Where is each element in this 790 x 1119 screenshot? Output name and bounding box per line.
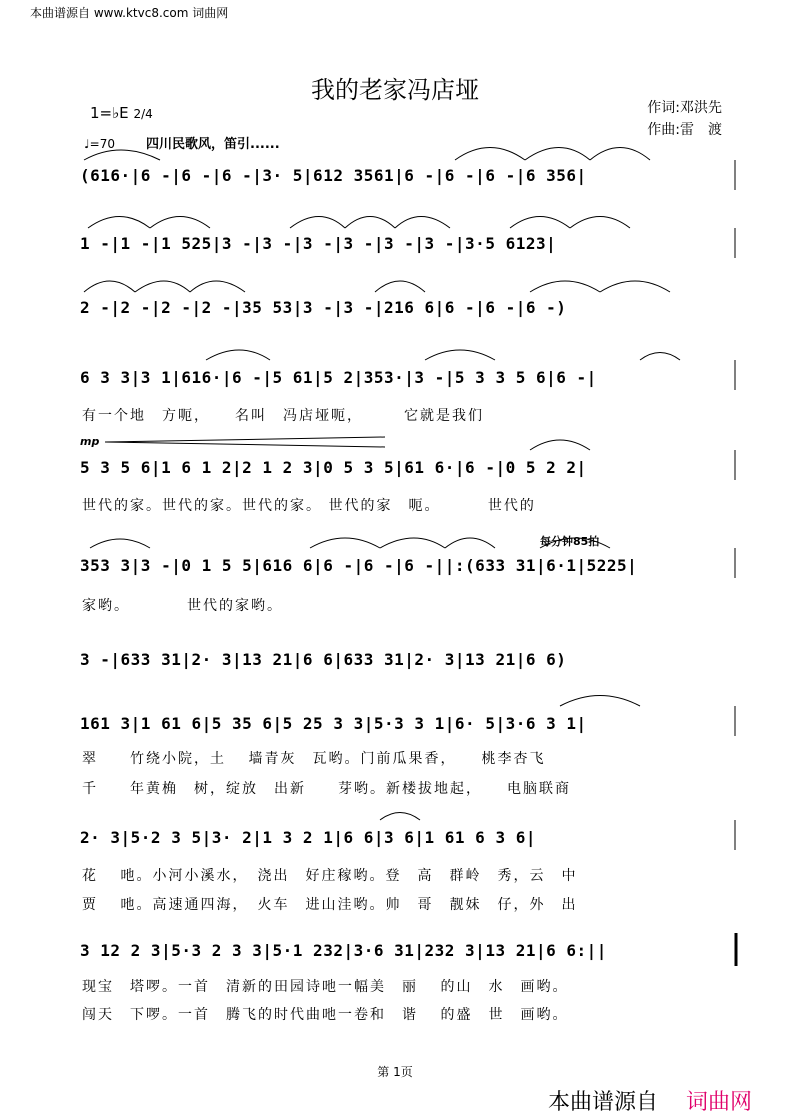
slur-arc	[380, 538, 445, 548]
slur-arc	[540, 538, 610, 548]
lyricist-credit: 作词:邓洪先	[647, 100, 722, 116]
slur-arc	[560, 696, 640, 707]
slur-arc	[570, 217, 630, 229]
key-label: 1=♭E	[90, 104, 129, 122]
notation-line: (616·|6 -|6 -|6 -|3· 5|612 3561|6 -|6 -|6 -|6 356|	[80, 166, 587, 185]
slur-arc	[445, 538, 495, 548]
slur-arc	[88, 217, 150, 229]
slur-arc	[510, 217, 570, 229]
notation-line: 6 3 3|3 1|616·|6 -|5 61|5 2|353·|3 -|5 3 3 5 6|6 -|	[80, 368, 597, 387]
slur-arc	[455, 148, 525, 161]
slur-arc	[525, 148, 590, 161]
slur-arc	[84, 150, 160, 160]
slur-arc	[395, 217, 450, 229]
notation-line: 161 3|1 61 6|5 35 6|5 25 3 3|5·3 3 1|6· 5|3·6 3 1|	[80, 714, 587, 733]
source-watermark: 本曲谱源自 www.ktvc8.com 词曲网	[30, 6, 229, 20]
slur-arc	[206, 350, 270, 360]
style-note: 四川民歌风，笛引......	[146, 137, 280, 152]
lyric-line-verse2: 千 年黄桷 树，绽放 出新 芽哟。新楼拔地起， 电脑联商	[82, 781, 571, 797]
tempo-mark: ♩=70	[84, 137, 115, 151]
notation-line: 2 -|2 -|2 -|2 -|35 53|3 -|3 -|216 6|6 -|6 -|6 -)	[80, 298, 567, 317]
slur-arc	[640, 353, 680, 361]
lyric-line-verse1: 翠 竹绕小院，土 墙青灰 瓦哟。门前瓜果香， 桃李杏飞	[82, 751, 546, 767]
slur-arc	[290, 217, 345, 229]
footer-brand-source: 本曲谱源自	[548, 1090, 659, 1115]
slur-arc	[425, 350, 495, 360]
slur-arc	[600, 281, 670, 292]
slur-arc	[150, 217, 210, 229]
lyric-line: 有一个地 方呃， 名叫 冯店垭呃， 它就是我们	[82, 408, 484, 424]
lyric-line-verse1: 现宝 塔啰。一首 清新的田园诗吔一幅美 丽 的山 水 画哟。	[82, 979, 569, 995]
notation-line: 3 -|633 31|2· 3|13 21|6 6|633 31|2· 3|13 21|6 6)	[80, 650, 567, 669]
slur-arc	[84, 281, 135, 292]
crescendo-hairpin	[105, 437, 385, 447]
notation-line: 1 -|1 -|1 525|3 -|3 -|3 -|3 -|3 -|3 -|3·5 6123|	[80, 234, 557, 253]
notation-line: 2· 3|5·2 3 5|3· 2|1 3 2 1|6 6|3 6|1 61 6 3 6|	[80, 828, 536, 847]
slur-arc	[530, 281, 600, 292]
slur-arc	[345, 217, 395, 229]
slur-arc	[90, 539, 150, 548]
notation-line: 3 12 2 3|5·3 2 3 3|5·1 232|3·6 31|232 3|13 21|6 6:||	[80, 941, 607, 960]
notation-line: 5 3 5 6|1 6 1 2|2 1 2 3|0 5 3 5|61 6·|6 -|0 5 2 2|	[80, 458, 587, 477]
song-title: 我的老家冯店垭	[311, 76, 479, 104]
tempo-change: 每分钟85拍	[540, 535, 600, 548]
page-number: 第 1页	[377, 1065, 413, 1079]
slur-arc	[590, 148, 650, 161]
footer-brand-site: 词曲网	[686, 1090, 753, 1115]
slur-arc	[530, 440, 590, 450]
slur-arc	[190, 281, 245, 292]
time-signature: 2/4	[133, 107, 153, 121]
slur-arc	[310, 538, 380, 548]
slur-arc	[375, 281, 425, 292]
lyric-line-verse2: 闯天 下啰。一首 腾飞的时代曲吔一卷和 谐 的盛 世 画哟。	[82, 1007, 569, 1023]
notation-line: 353 3|3 -|0 1 5 5|616 6|6 -|6 -|6 -||:(633 31|6·1|5225|	[80, 556, 638, 575]
lyric-line-verse1: 花 吔。小河小溪水， 浇出 好庄稼哟。登 高 群岭 秀，云 中	[82, 868, 578, 884]
lyric-line: 家哟。 世代的家哟。	[82, 598, 283, 614]
lyric-line: 世代的家。世代的家。世代的家。 世代的家 呃。 世代的	[82, 498, 536, 514]
composer-credit: 作曲:雷 渡	[647, 122, 722, 138]
slur-arc	[380, 813, 420, 821]
dynamic-mark: mp	[80, 435, 100, 448]
slur-arc	[135, 281, 190, 292]
lyric-line-verse2: 贾 吔。高速通四海， 火车 进山洼哟。帅 哥 靓妹 仔，外 出	[82, 897, 578, 913]
